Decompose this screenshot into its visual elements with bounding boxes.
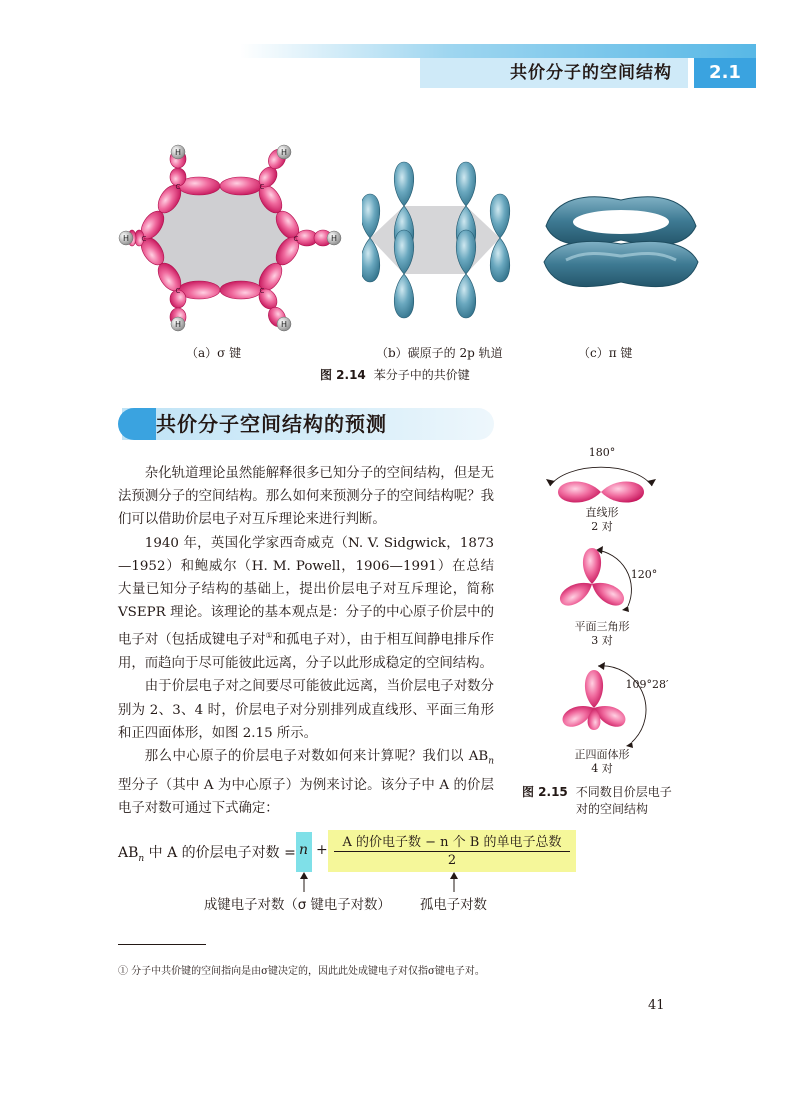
label-tetra-count: 4 对 <box>591 762 613 775</box>
fraction-bar <box>334 851 570 852</box>
hydrogen-atom-label: H <box>330 234 338 243</box>
hydrogen-atom-label: H <box>174 320 182 329</box>
figure-2-14-sub-c: （c）π 键 <box>578 346 633 360</box>
chapter-title: 共价分子的空间结构 <box>420 58 688 88</box>
section-banner-cap <box>118 408 156 440</box>
tetrahedral-geometry-diagram <box>548 656 672 750</box>
formula-n: n <box>299 842 309 858</box>
paragraph-3: 由于价层电子对之间要尽可能彼此远离，当价层电子对数分别为 2、3、4 时，价层电子对分别排列成直线形、平面三角形和正四面体形，如图 2.15 所示。 <box>118 679 494 741</box>
carbon-atom-label: C <box>293 235 299 243</box>
paragraph-2 <box>118 532 494 676</box>
benzene-pi-bond-diagram <box>536 178 706 308</box>
angle-label-120: 120° <box>630 568 658 581</box>
sigma-lobe <box>220 177 262 195</box>
formula-lhs <box>118 842 296 864</box>
subscript-n: n <box>488 756 494 767</box>
figure-2-14-sub-a: （a）σ 键 <box>186 346 242 360</box>
p-orbital-lobe <box>490 194 510 238</box>
carbon-atom-label: C <box>259 287 265 295</box>
footnote: ① 分子中共价键的空间指向是由σ键决定的，因此此处成键电子对仅指σ键电子对。 <box>118 966 485 977</box>
label-linear-count: 2 对 <box>591 520 613 533</box>
formula-lhs-text: 中 A 的价层电子对数 = <box>144 845 296 861</box>
figure-2-14-sub-b: （b）碳原子的 2p 轨道 <box>376 346 503 360</box>
formula-sub-n: n <box>138 853 145 864</box>
paragraph-4 <box>118 745 494 820</box>
section-title: 共价分子空间结构的预测 <box>156 412 387 436</box>
label-bonding-pairs: 成键电子对数（σ 键电子对数） <box>204 898 391 913</box>
body-text <box>118 462 494 820</box>
p-orbital-lobe <box>394 274 414 318</box>
sigma-lobe <box>220 281 262 299</box>
paragraph-4-part-a: 那么中心原子的价层电子对数如何来计算呢？我们以 AB <box>144 748 489 764</box>
carbon-atom-label: C <box>175 287 181 295</box>
carbon-atom-label: C <box>141 235 147 243</box>
section-number-badge: 2.1 <box>694 58 756 88</box>
figure-2-14-caption <box>320 366 470 383</box>
label-trigonal-count: 3 对 <box>591 634 613 647</box>
hydrogen-atom-label: H <box>280 320 288 329</box>
label-trigonal-name: 平面三角形 <box>574 620 630 633</box>
formula-arrows <box>296 872 466 894</box>
label-lone-pairs: 孤电子对数 <box>420 898 487 913</box>
figure-caption-text: 苯分子中的共价键 <box>373 368 470 382</box>
figure-number: 图 2.15 <box>522 785 568 799</box>
label-linear <box>562 506 642 534</box>
benzene-sigma-bond-diagram <box>110 138 350 338</box>
paragraph-1: 杂化轨道理论虽然能解释很多已知分子的空间结构，但是无法预测分子的空间结构。那么如何来预测分子的空间结构呢？我们可以借助价层电子对互斥理论来进行判断。 <box>118 466 494 528</box>
footnote-ref[interactable]: ① <box>265 631 273 641</box>
carbon-2p-orbitals-diagram <box>362 158 522 328</box>
hydrogen-atom-label: H <box>122 234 130 243</box>
paragraph-2-part-b: 和孤电子对），由于相互间静电排斥作用，而趋向于尽可能彼此远离，分子以此形成稳定的空间结构。 <box>118 632 495 672</box>
label-linear-name: 直线形 <box>585 506 619 519</box>
carbon-atom-label: C <box>175 183 181 191</box>
paragraph-2-part-a: 1940 年，英国化学家西奇威克（N. V. Sidgwick，1873—1952）和鲍威尔（H. M. Powell，1906—1991）在总结大量已知分子结构的基础上，提出价层电子对互斥理论，简称 VSEPR 理论。该理论的基本观点是：分子的中心原子价层中的电子对（包括成键电子对 <box>118 535 494 648</box>
formula-ab: AB <box>118 845 139 861</box>
figure-2-15-caption <box>522 784 692 818</box>
label-trigonal <box>562 620 642 648</box>
carbon-atom-label: C <box>259 183 265 191</box>
p-orbital-lobe <box>456 274 476 318</box>
figure-number: 图 2.14 <box>320 368 366 382</box>
label-tetrahedral <box>562 748 642 776</box>
p-orbital-lobe <box>394 162 414 206</box>
header-decoration <box>240 44 756 58</box>
hydrogen-atom-label: H <box>174 148 182 157</box>
paragraph-4-part-b: 型分子（其中 A 为中心原子）为例来讨论。该分子中 A 的价层电子对数可通过下式确定： <box>118 777 494 816</box>
formula-denominator: 2 <box>447 853 457 868</box>
formula-plus: + <box>316 842 328 858</box>
figure-caption-line2: 对的空间结构 <box>576 802 649 816</box>
angle-label-180: 180° <box>588 446 616 459</box>
angle-label-109: 109°28′ <box>625 678 669 691</box>
formula-numerator: A 的价电子数 − n 个 B 的单电子总数 <box>342 835 562 850</box>
page-number: 41 <box>648 998 665 1013</box>
hydrogen-atom-label: H <box>280 148 288 157</box>
footnote-divider <box>118 944 206 945</box>
p-orbital-lobe <box>456 162 476 206</box>
figure-caption-line1: 不同数目价层电子 <box>575 785 672 799</box>
label-tetra-name: 正四面体形 <box>574 748 630 761</box>
